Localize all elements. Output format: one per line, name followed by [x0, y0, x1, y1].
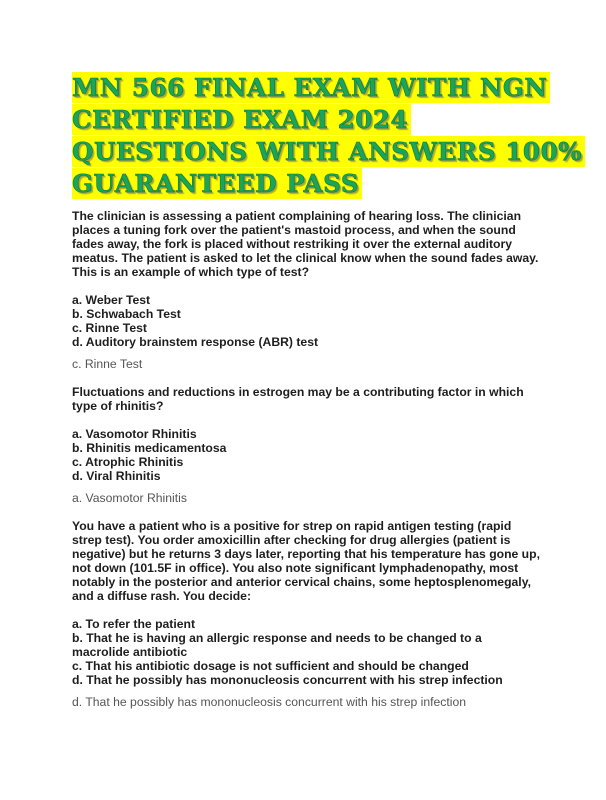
title-line-4-text: GUARANTEED PASS [72, 168, 362, 199]
title-line-1-text: MN 566 FINAL EXAM WITH NGN [72, 72, 550, 103]
option-b: b. Rhinitis medicamentosa [72, 441, 227, 455]
option-a: a. Vasomotor Rhinitis [72, 427, 197, 441]
question-text: You have a patient who is a positive for strep on rapid antigen testing (rapid strep test). You order amoxicillin after checking for drug allergies (patient is negative) but he returns 3 days later, reporting that his temperature has gone up, not down (101.5F in office). You also note significant lymphadenopathy, most notably in the posterior and anterior cervical chains, some heptosplenomegaly, and a diffuse rash. You decide: [72, 519, 540, 603]
document-title [72, 72, 583, 200]
correct-answer: c. Rinne Test [72, 357, 143, 371]
question-block-2 [72, 385, 542, 505]
option-d: d. Viral Rhinitis [72, 469, 161, 483]
question-block-3 [72, 519, 542, 709]
question-block-1 [72, 209, 542, 371]
question-text: The clinician is assessing a patient complaining of hearing loss. The clinician places a tuning fork over the patient's mastoid process, and when the sound fades away, the fork is placed without restriking it over the external auditory meatus. The patient is asked to let the clinical know when the sound fades away. This is an example of which type of test? [72, 209, 539, 279]
option-a: a. Weber Test [72, 293, 151, 307]
option-c: c. That his antibiotic dosage is not sufficient and should be changed [72, 659, 469, 673]
correct-answer: a. Vasomotor Rhinitis [72, 491, 187, 505]
option-b: b. That he is having an allergic response and needs to be changed to a macrolide antibiotic [72, 631, 482, 659]
title-line [72, 104, 542, 136]
title-line [72, 72, 548, 104]
question-text: Fluctuations and reductions in estrogen may be a contributing factor in which type of rhinitis? [72, 385, 524, 413]
option-d: d. That he possibly has mononucleosis concurrent with his strep infection [72, 673, 503, 687]
correct-answer: d. That he possibly has mononucleosis concurrent with his strep infection [72, 695, 467, 709]
title-line-2-text: CERTIFIED EXAM 2024 [72, 104, 411, 135]
document-page [72, 72, 583, 723]
title-line [72, 136, 583, 168]
option-c: c. Rinne Test [72, 321, 147, 335]
option-b: b. Schwabach Test [72, 307, 181, 321]
answer-options [72, 427, 542, 483]
answer-options [72, 617, 542, 687]
answer-options [72, 293, 542, 349]
option-a: a. To refer the patient [72, 617, 196, 631]
title-line [72, 168, 542, 200]
title-line-3-text: QUESTIONS WITH ANSWERS 100% [72, 136, 585, 167]
option-d: d. Auditory brainstem response (ABR) test [72, 335, 319, 349]
option-c: c. Atrophic Rhinitis [72, 455, 184, 469]
